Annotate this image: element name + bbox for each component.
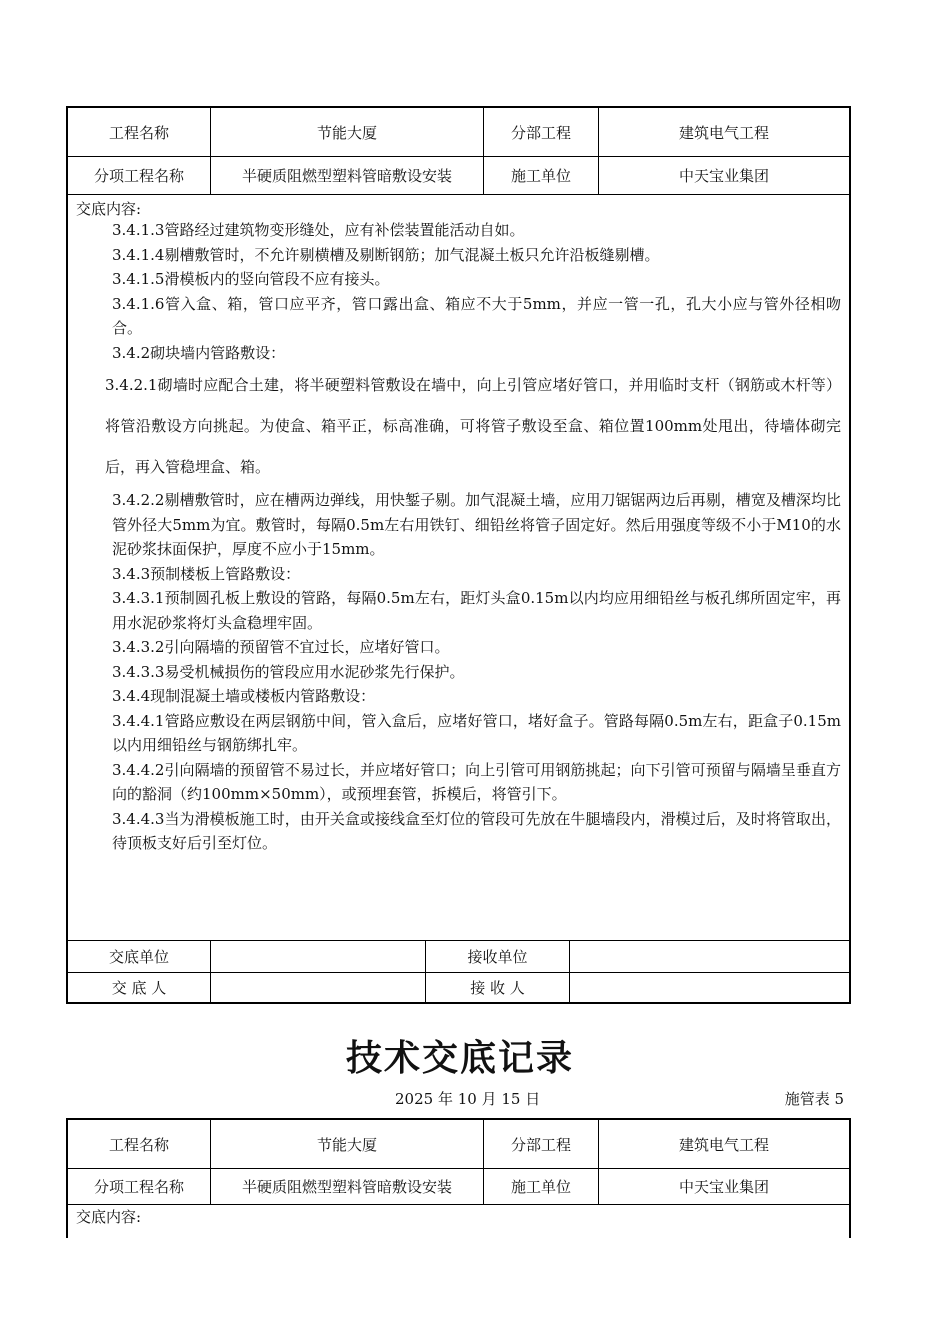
receiver-field[interactable] (570, 971, 849, 1004)
disclosure-table-page1 (66, 106, 851, 1004)
issuer-field[interactable] (211, 971, 426, 1004)
project-name-label: 工程名称 (68, 108, 211, 156)
page-title: 技术交底记录 (345, 1038, 574, 1079)
paragraph: 3.4.1.6管入盒、箱，管口应平齐，管口露出盒、箱应不大于5mm，并应一管一孔，孔大小应与管外径相吻合。 (112, 294, 841, 337)
issuer-unit-label: 交底单位 (68, 941, 211, 972)
contractor-value: 中天宝业集团 (678, 1177, 769, 1196)
paragraph: 3.4.3预制楼板上管路敷设： (112, 564, 301, 583)
footer-row-2 (68, 971, 849, 1004)
paragraph: 3.4.1.4剔槽敷管时，不允许剔横槽及剔断钢筋；加气混凝土板只允许沿板缝剔槽。 (112, 245, 660, 264)
paragraph: 3.4.3.3易受机械损伤的管段应用水泥砂浆先行保护。 (112, 662, 465, 681)
paragraph: 3.4.4.3当为滑模板施工时，由开关盒或接线盒至灯位的管段可先放在牛腿墙段内，滑模过后，及时将管取出，待顶板支好后引至灯位。 (112, 809, 841, 852)
contractor-label: 施工单位 (484, 156, 599, 194)
division-label: 分部工程 (484, 108, 599, 156)
paragraph: 3.4.3.1预制圆孔板上敷设的管路，每隔0.5m左右，距灯头盒0.15m以内均应用细铅丝与板孔绑所固定牢，再用水泥砂浆将灯头盒稳埋牢固。 (112, 589, 841, 632)
contractor-value: 中天宝业集团 (678, 166, 769, 185)
header-row-1 (68, 1120, 849, 1169)
paragraph: 3.4.4.2引向隔墙的预留管不易过长，并应堵好管口；向上引管可用钢筋挑起；向下引管可预留与隔墙呈垂直方向的豁洞（约100mm×50mm），或预埋套管，拆模后，将管引下。 (112, 760, 841, 803)
content-label: 交底内容: (76, 200, 142, 218)
paragraph: 3.4.4现制混凝土墙或楼板内管路敷设： (112, 687, 376, 705)
header-row-2 (68, 156, 849, 195)
disclosure-table-page2 (66, 1118, 851, 1238)
receiver-unit-field[interactable] (570, 941, 849, 972)
paragraph: 3.4.1.3管路经过建筑物变形缝处，应有补偿装置能活动自如。 (112, 221, 525, 239)
project-name-label: 工程名称 (68, 1120, 211, 1168)
paragraph: 3.4.2.2剔槽敷管时，应在槽两边弹线，用快錾子剔。加气混凝土墙，应用刀锯锯两边后再剔，槽宽及槽深均比管外径大5mm为宜。敷管时，每隔0.5m左右用铁钉、细铅丝将管子固定好。然后用强度等级不小于M10的水泥砂浆抹面保护，厚度不应小于15mm。 (112, 491, 841, 558)
division-value: 建筑电气工程 (678, 123, 769, 142)
paragraph: 3.4.2.1砌墙时应配合土建，将半硬塑料管敷设在墙中，向上引管应堵好管口，并用临时支杆（钢筋或木杆等）将管沿敷设方向挑起。为使盒、箱平正，标高准确，可将管子敷设至盒、箱位置100mm处甩出，待墙体砌完后，再入管稳埋盒、箱。 (105, 376, 841, 476)
subitem-value: 半硬质阻燃型塑料管暗敷设安装 (211, 156, 484, 194)
disclosure-content (68, 218, 849, 856)
content-label: 交底内容: (76, 1208, 142, 1226)
header-row-1 (68, 108, 849, 157)
issuer-unit-field[interactable] (211, 941, 426, 972)
project-name-value: 节能大厦 (211, 1120, 484, 1168)
form-number: 施管表 5 (784, 1090, 844, 1108)
receiver-unit-label: 接收单位 (426, 941, 570, 972)
paragraph: 3.4.2砌块墙内管路敷设： (112, 343, 286, 362)
paragraph: 3.4.1.5滑模板内的竖向管段不应有接头。 (112, 270, 390, 288)
division-label: 分部工程 (484, 1120, 599, 1168)
receiver-label: 接 收 人 (426, 971, 570, 1004)
issuer-label: 交 底 人 (68, 971, 211, 1004)
subitem-label: 分项工程名称 (68, 1168, 211, 1204)
division-value: 建筑电气工程 (678, 1135, 769, 1154)
project-name-value: 节能大厦 (211, 108, 484, 156)
footer-row-1 (68, 940, 849, 973)
subitem-value: 半硬质阻燃型塑料管暗敷设安装 (211, 1168, 484, 1204)
paragraph: 3.4.3.2引向隔墙的预留管不宜过长，应堵好管口。 (112, 638, 450, 656)
paragraph: 3.4.4.1管路应敷设在两层钢筋中间，管入盒后，应堵好管口，堵好盒子。管路每隔0.5m左右，距盒子0.15m以内用细铅丝与钢筋绑扎牢。 (112, 711, 841, 754)
header-row-2 (68, 1168, 849, 1205)
record-date: 2025 年 10 月 15 日 (395, 1090, 541, 1108)
subitem-label: 分项工程名称 (68, 156, 211, 194)
contractor-label: 施工单位 (484, 1168, 599, 1204)
